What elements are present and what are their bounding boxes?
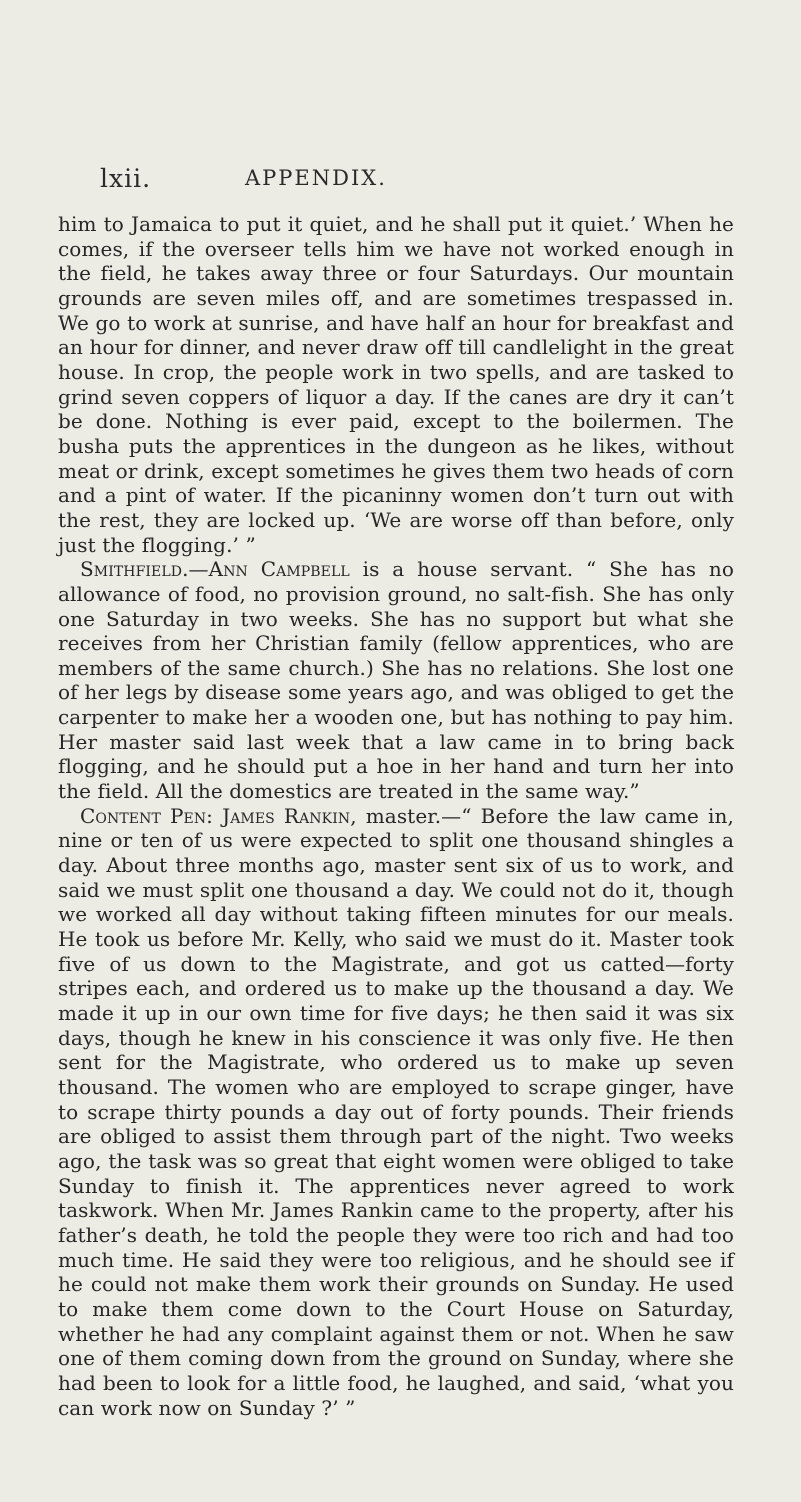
paragraph-content-pen: [58, 804, 734, 1420]
paragraph-continuation: [58, 212, 734, 557]
paragraph-lead: Smithfield.—Ann Campbell: [80, 557, 350, 582]
paragraph-lead: Content Pen: James Rankin,: [80, 803, 357, 828]
body-text: [58, 212, 734, 1420]
paragraph-text: is a house servant. “ She has no allowance of food, no provision ground, no salt-fish. She has only one Saturday in two weeks. She has no support but what she receives from her Christian family (fellow apprentices, who are members of the same church.) She has no relations. She lost one of her legs by disease some years ago, and was obliged to get the carpenter to make her a wooden one, but has nothing to pay him. Her master said last week that a law came in to bring back flogging, and he should put a hoe in her hand and turn her into the field. All the domestics are treated in the same way.”: [58, 557, 734, 804]
paragraph-smithfield: [58, 557, 734, 804]
running-head: [90, 164, 710, 194]
paragraph-text: master.—“ Before the law came in, nine or ten of us were expected to split one thousand shingles a day. About three months ago, master sent six of us to work, and said we must split one thousand a day. We could not do it, though we worked all day without taking fifteen minutes for our meals. He took us before Mr. Kelly, who said we must do it. Master took five of us down to the Magistrate, and got us catted—forty stripes each, and ordered us to make up the thousand a day. We made it up in our own time for five days; he then said it was six days, though he knew in his conscience it was only five. He then sent for the Magistrate, who ordered us to make up seven thousand. The women who are employed to scrape ginger, have to scrape thirty pounds a day out of forty pounds. Their friends are obliged to assist them through part of the night. Two weeks ago, the task was so great that eight women were obliged to take Sunday to finish it. The apprentices never agreed to work taskwork. When Mr. James Rankin came to the property, after his father’s death, he told the people they were too rich and had too much time. He said they were too religious, and he should see if he could not make them work their grounds on Sunday. He used to make them come down to the Court House on Saturday, whether he had any complaint against them or not. When he saw one of them coming down from the ground on Sunday, where she had been to look for a little food, he laughed, and said, ‘what you can work now on Sunday ?’ ”: [58, 803, 734, 1420]
running-title: APPENDIX.: [245, 166, 387, 190]
paragraph-text: him to Jamaica to put it quiet, and he shall put it quiet.’ When he comes, if the overseer tells him we have not worked enough in the field, he takes away three or four Saturdays. Our mountain grounds are seven miles off, and are sometimes trespassed in. We go to work at sunrise, and have half an hour for breakfast and an hour for dinner, and never draw off till candlelight in the great house. In crop, the people work in two spells, and are tasked to grind seven coppers of liquor a day. If the canes are dry it can’t be done. Nothing is ever paid, except to the boilermen. The busha puts the apprentices in the dungeon as he likes, without meat or drink, except sometimes he gives them two heads of corn and a pint of water. If the picaninny women don’t turn out with the rest, they are locked up. ‘We are worse off than before, only just the flogging.’ ”: [58, 212, 734, 557]
page-number: lxii.: [100, 164, 152, 193]
